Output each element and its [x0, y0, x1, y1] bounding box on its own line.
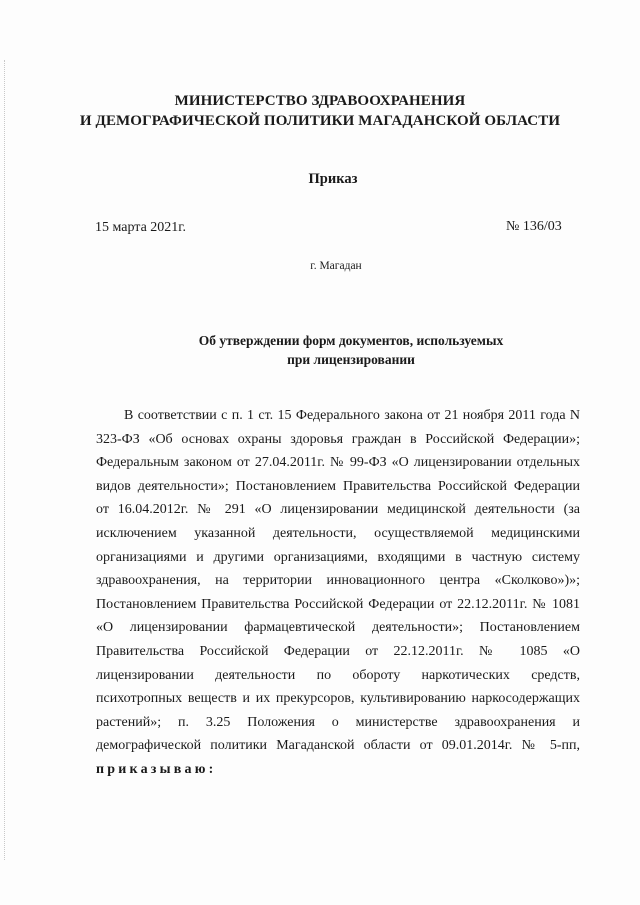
document-type: Приказ — [308, 171, 358, 187]
body-line: психотропных веществ и их прекурсоров, культивированию наркосодержащих — [96, 691, 580, 707]
body-line: Федеральным законом от 27.04.2011г. № 99-ФЗ «О лицензировании отдельных — [96, 455, 580, 471]
body-line: 323-ФЗ «Об основах охраны здоровья граждан в Российской Федерации»; — [96, 431, 580, 447]
body-line: Правительства Российской Федерации от 22.12.2011г. № 1085 «О — [96, 643, 580, 659]
order-subject-line-2: при лицензировании — [287, 352, 415, 367]
order-directive: приказываю: — [96, 761, 217, 777]
body-line: «О лицензировании фармацевтической деятельности»; Постановлением — [96, 620, 580, 636]
order-subject — [0, 331, 640, 369]
body-line: Постановлением Правительства Российской Федерации от 22.12.2011г. № 1081 — [96, 596, 580, 612]
body-line: растений»; п. 3.25 Положения о министерстве здравоохранения и — [96, 714, 580, 730]
body-line: демографической политики Магаданской области от 09.01.2014г. № 5-пп, — [96, 738, 580, 754]
body-line: здравоохранения, на территории инновационного центра «Сколково»)»; — [96, 573, 580, 589]
body-line: исключением указанной деятельности, осуществляемой медицинскими — [96, 525, 580, 541]
ministry-heading — [0, 91, 640, 131]
body-line: от 16.04.2012г. № 291 «О лицензировании медицинской деятельности (за — [96, 502, 580, 518]
order-subject-line-1: Об утверждении форм документов, используемых — [198, 333, 504, 348]
body-line: видов деятельности»; Постановлением Правительства Российской Федерации — [96, 478, 580, 494]
body-line: В соответствии с п. 1 ст. 15 Федерального закона от 21 ноября 2011 года N — [124, 408, 580, 423]
body-line: организациями и другими организациями, входящими в частную систему — [96, 549, 580, 565]
order-number: № 136/03 — [506, 219, 562, 234]
order-body — [96, 404, 580, 782]
body-line: лицензировании деятельности по обороту наркотических средств, — [96, 667, 580, 683]
ministry-heading-line-2: И ДЕМОГРАФИЧЕСКОЙ ПОЛИТИКИ МАГАДАНСКОЙ ОБЛАСТИ — [79, 113, 561, 129]
ministry-heading-line-1: МИНИСТЕРСТВО ЗДРАВООХРАНЕНИЯ — [174, 93, 466, 109]
order-city: г. Магадан — [310, 260, 362, 272]
order-date: 15 марта 2021г. — [95, 220, 186, 235]
